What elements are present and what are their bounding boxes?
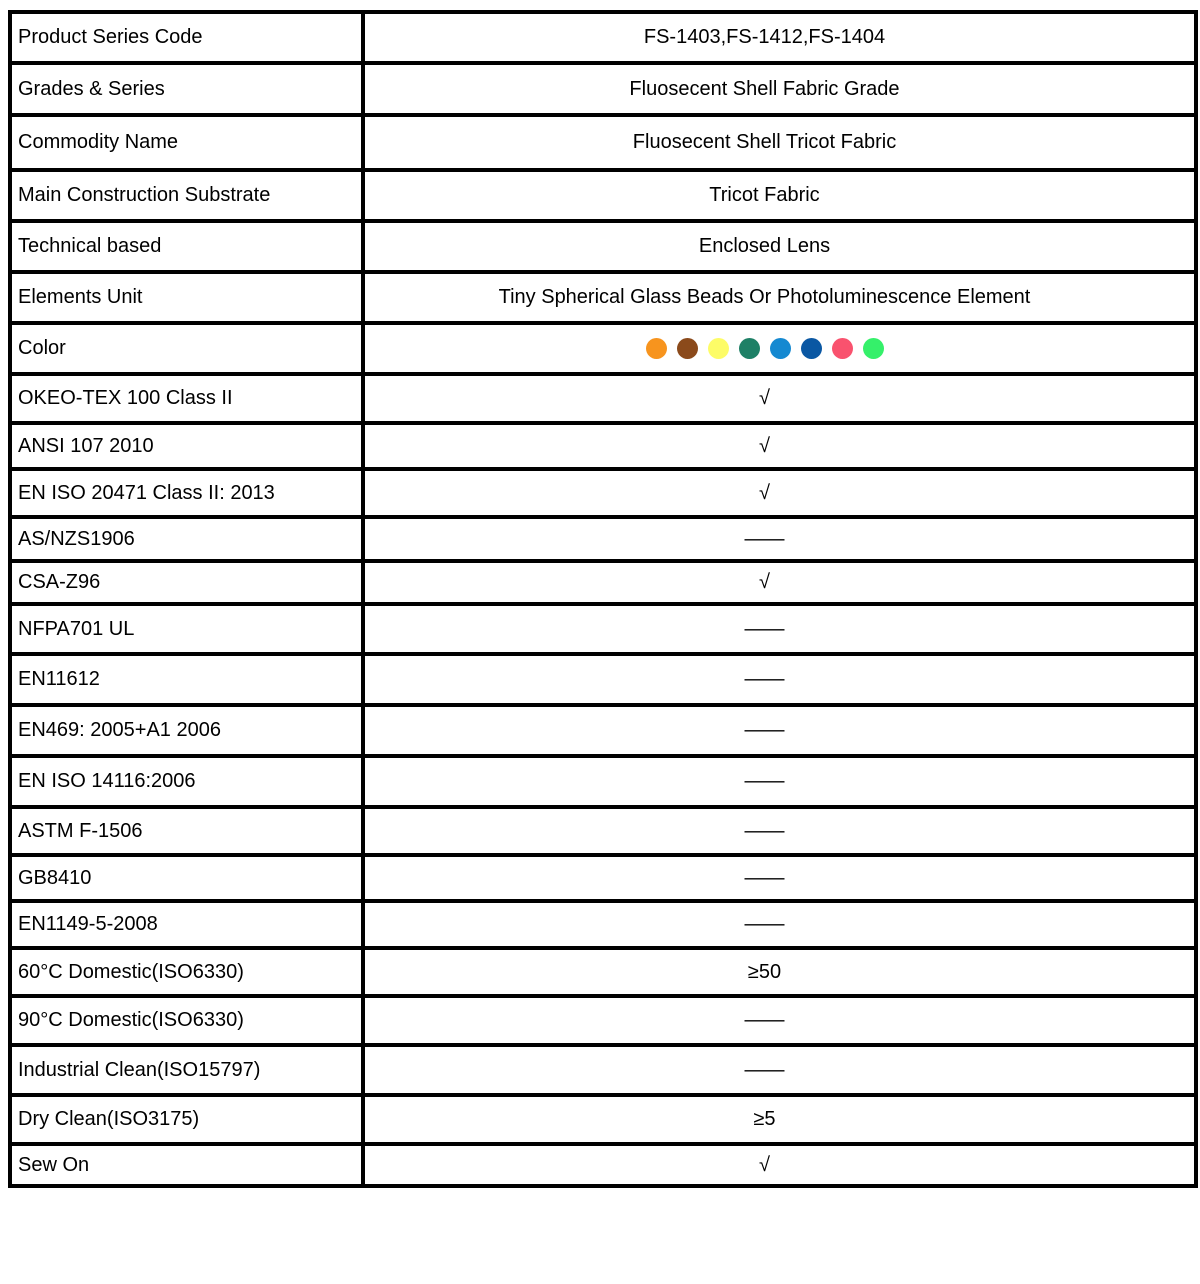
spec-row-value: FS-1403,FS-1412,FS-1404 <box>363 12 1196 63</box>
spec-row-label: EN469: 2005+A1 2006 <box>10 705 363 756</box>
spec-row-value: √ <box>363 561 1196 604</box>
spec-row-label: ANSI 107 2010 <box>10 423 363 469</box>
color-dot <box>646 338 667 359</box>
spec-row-value: —— <box>363 901 1196 948</box>
spec-row-value: √ <box>363 1144 1196 1186</box>
table-row <box>10 705 1196 756</box>
table-row <box>10 654 1196 705</box>
spec-row-value: —— <box>363 654 1196 705</box>
spec-row-value: —— <box>363 1045 1196 1095</box>
spec-row-label: EN1149-5-2008 <box>10 901 363 948</box>
spec-row-label: Industrial Clean(ISO15797) <box>10 1045 363 1095</box>
spec-row-value: —— <box>363 996 1196 1045</box>
color-dot <box>739 338 760 359</box>
spec-row-label: Main Construction Substrate <box>10 170 363 221</box>
spec-row-value: —— <box>363 756 1196 807</box>
color-dot <box>801 338 822 359</box>
table-row <box>10 996 1196 1045</box>
color-dot <box>770 338 791 359</box>
table-row <box>10 115 1196 170</box>
table-row <box>10 807 1196 855</box>
table-row <box>10 323 1196 374</box>
table-row <box>10 1095 1196 1144</box>
spec-row-value: Enclosed Lens <box>363 221 1196 272</box>
spec-row-label: ASTM F-1506 <box>10 807 363 855</box>
spec-row-label: EN ISO 20471 Class II: 2013 <box>10 469 363 517</box>
spec-row-value: —— <box>363 517 1196 561</box>
spec-row-value: Tricot Fabric <box>363 170 1196 221</box>
color-dot <box>863 338 884 359</box>
table-row <box>10 948 1196 996</box>
spec-row-label: NFPA701 UL <box>10 604 363 654</box>
table-row <box>10 272 1196 323</box>
table-row <box>10 604 1196 654</box>
spec-row-value: Fluosecent Shell Tricot Fabric <box>363 115 1196 170</box>
spec-row-value: —— <box>363 807 1196 855</box>
table-row <box>10 469 1196 517</box>
table-row <box>10 517 1196 561</box>
spec-row-label: EN ISO 14116:2006 <box>10 756 363 807</box>
spec-row-label: Technical based <box>10 221 363 272</box>
spec-row-label: 60°C Domestic(ISO6330) <box>10 948 363 996</box>
table-row <box>10 423 1196 469</box>
spec-row-label: Product Series Code <box>10 12 363 63</box>
product-spec-table <box>8 10 1198 1188</box>
spec-row-label: Commodity Name <box>10 115 363 170</box>
table-row <box>10 756 1196 807</box>
spec-row-label: Color <box>10 323 363 374</box>
spec-row-label: Grades & Series <box>10 63 363 115</box>
spec-row-label: Sew On <box>10 1144 363 1186</box>
table-row <box>10 374 1196 423</box>
table-row <box>10 561 1196 604</box>
table-row <box>10 1144 1196 1186</box>
color-swatch-cell <box>363 323 1196 374</box>
spec-row-label: Dry Clean(ISO3175) <box>10 1095 363 1144</box>
spec-row-label: Elements Unit <box>10 272 363 323</box>
spec-row-value: √ <box>363 374 1196 423</box>
spec-row-value: —— <box>363 705 1196 756</box>
spec-row-label: CSA-Z96 <box>10 561 363 604</box>
color-dot <box>708 338 729 359</box>
spec-row-label: AS/NZS1906 <box>10 517 363 561</box>
spec-row-value: Fluosecent Shell Fabric Grade <box>363 63 1196 115</box>
spec-row-label: 90°C Domestic(ISO6330) <box>10 996 363 1045</box>
spec-row-label: GB8410 <box>10 855 363 901</box>
table-row <box>10 63 1196 115</box>
spec-row-value: —— <box>363 855 1196 901</box>
table-row <box>10 855 1196 901</box>
spec-row-value: ≥50 <box>363 948 1196 996</box>
table-row <box>10 901 1196 948</box>
spec-row-label: OKEO-TEX 100 Class II <box>10 374 363 423</box>
color-dot-row <box>646 338 884 359</box>
color-dot <box>832 338 853 359</box>
color-dot <box>677 338 698 359</box>
table-row <box>10 170 1196 221</box>
spec-row-value: Tiny Spherical Glass Beads Or Photoluminescence Element <box>363 272 1196 323</box>
table-row <box>10 1045 1196 1095</box>
spec-row-value: ≥5 <box>363 1095 1196 1144</box>
spec-row-value: —— <box>363 604 1196 654</box>
spec-row-value: √ <box>363 423 1196 469</box>
spec-row-label: EN11612 <box>10 654 363 705</box>
table-row <box>10 221 1196 272</box>
spec-row-value: √ <box>363 469 1196 517</box>
table-row <box>10 12 1196 63</box>
